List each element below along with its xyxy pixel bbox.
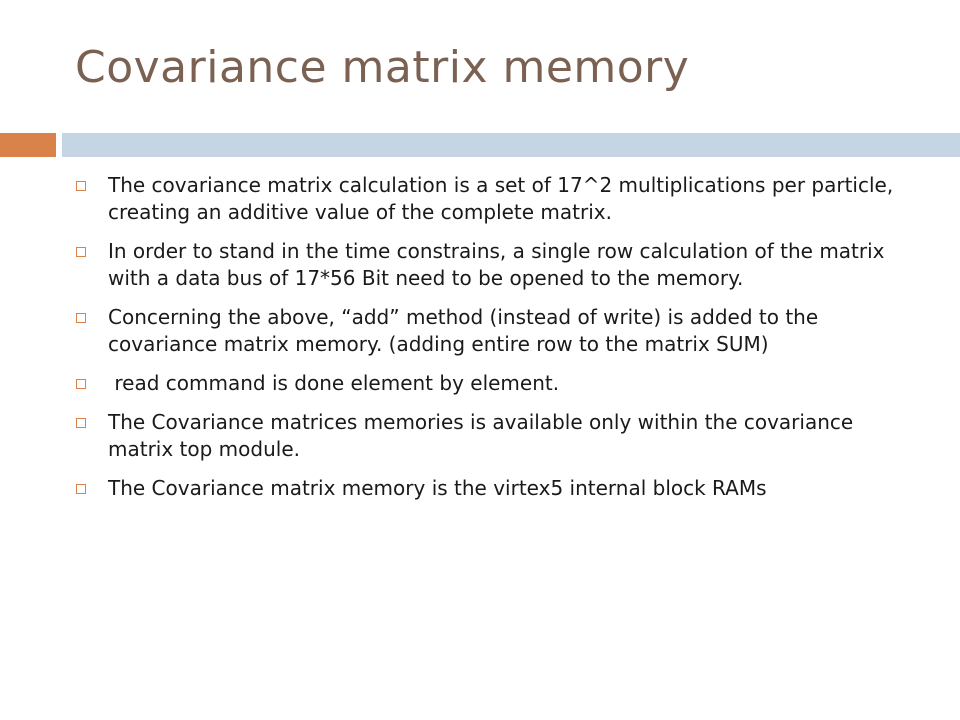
bullet-item <box>73 409 913 463</box>
bullet-item <box>73 238 913 292</box>
hollow-square-bullet-icon <box>76 181 86 191</box>
hollow-square-bullet-icon <box>76 247 86 257</box>
hollow-square-bullet-icon <box>76 418 86 428</box>
bullet-text: In order to stand in the time constrains, a single row calculation of the matrix with a data bus of 17*56 Bit need to be opened to the memory. <box>108 239 885 290</box>
accent-bar-orange <box>0 133 56 157</box>
bullet-text: The covariance matrix calculation is a set of 17^2 multiplications per particle, creating an additive value of the complete matrix. <box>108 173 894 224</box>
slide-title: Covariance matrix memory <box>75 42 690 93</box>
bullet-text: The Covariance matrices memories is available only within the covariance matrix top module. <box>108 410 854 461</box>
bullet-list <box>73 172 913 514</box>
hollow-square-bullet-icon <box>76 484 86 494</box>
hollow-square-bullet-icon <box>76 379 86 389</box>
accent-bar-blue <box>62 133 960 157</box>
bullet-item <box>73 475 913 502</box>
bullet-text: The Covariance matrix memory is the virtex5 internal block RAMs <box>108 476 767 500</box>
bullet-item <box>73 172 913 226</box>
bullet-item <box>73 304 913 358</box>
hollow-square-bullet-icon <box>76 313 86 323</box>
bullet-text: read command is done element by element. <box>108 371 560 395</box>
bullet-text: Concerning the above, “add” method (instead of write) is added to the covariance matrix memory. (adding entire row to the matrix SUM) <box>108 305 819 356</box>
bullet-item <box>73 370 913 397</box>
